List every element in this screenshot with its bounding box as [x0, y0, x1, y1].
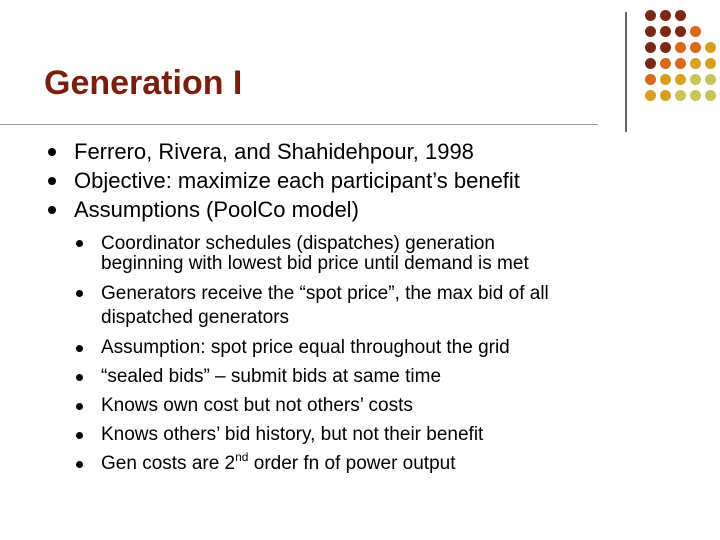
bullet-dot — [48, 148, 56, 156]
dot — [690, 26, 701, 37]
dot — [645, 42, 656, 53]
sub-bullet-text-continued: beginning with lowest bid price until demand is met — [101, 253, 529, 274]
sub-bullet-dot — [76, 374, 83, 381]
sub-bullet-text-continued: dispatched generators — [101, 307, 290, 328]
bullet-dot — [48, 206, 56, 214]
dot — [645, 58, 656, 69]
dot — [705, 58, 716, 69]
sub-bullet-dot — [76, 240, 83, 247]
sub-bullet-text: Knows others’ bid history, but not their benefit — [101, 424, 484, 445]
decorative-dot-grid — [640, 10, 720, 110]
sub-bullet-dot — [76, 403, 83, 410]
sub-bullet-text-pre: Gen costs are 2 — [101, 453, 236, 474]
dot — [675, 58, 686, 69]
slide-title: Generation I — [44, 64, 243, 102]
bullet-dot — [48, 177, 56, 185]
title-underline — [0, 124, 598, 125]
dot — [660, 58, 671, 69]
dot — [675, 42, 686, 53]
dot — [675, 90, 686, 101]
sub-bullet-text: Knows own cost but not others’ costs — [101, 395, 413, 416]
sub-bullet-dot — [76, 461, 83, 468]
sub-bullet-text — [101, 449, 456, 474]
dot — [690, 74, 701, 85]
dot — [660, 42, 671, 53]
sub-bullet-text: Coordinator schedules (dispatches) generation — [101, 233, 495, 254]
sub-bullet-dot — [76, 290, 83, 297]
dot — [690, 90, 701, 101]
dot — [690, 42, 701, 53]
ordinal-superscript: nd — [235, 449, 249, 464]
sub-bullet-text: “sealed bids” – submit bids at same time — [101, 366, 442, 387]
dot — [705, 90, 716, 101]
dot — [645, 26, 656, 37]
sub-bullet-text-post: order fn of power output — [248, 453, 456, 474]
dot — [660, 74, 671, 85]
dot — [645, 74, 656, 85]
dot — [660, 10, 671, 21]
dot — [675, 74, 686, 85]
bullet-text: Assumptions (PoolCo model) — [74, 197, 359, 222]
sub-bullet-text: Assumption: spot price equal throughout the grid — [101, 337, 510, 358]
dot — [705, 74, 716, 85]
dot — [660, 26, 671, 37]
dot — [705, 42, 716, 53]
sub-bullet-dot — [76, 432, 83, 439]
dot — [690, 58, 701, 69]
dot — [660, 90, 671, 101]
sub-bullet-dot — [76, 345, 83, 352]
vertical-divider — [625, 12, 627, 132]
bullet-text: Ferrero, Rivera, and Shahidehpour, 1998 — [74, 139, 474, 164]
dot — [675, 10, 686, 21]
dot — [645, 90, 656, 101]
dot — [675, 26, 686, 37]
bullet-text: Objective: maximize each participant’s benefit — [74, 168, 520, 193]
dot — [645, 10, 656, 21]
sub-bullet-text: Generators receive the “spot price”, the max bid of all — [101, 283, 549, 304]
